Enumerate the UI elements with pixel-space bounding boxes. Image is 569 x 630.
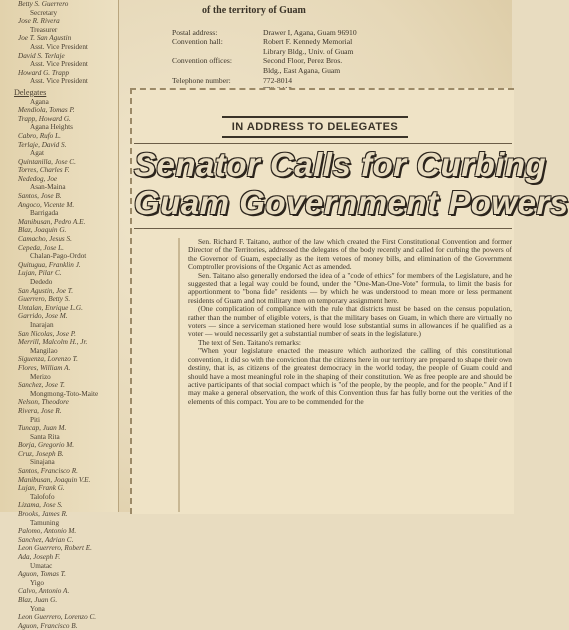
delegate-name: Blaz, Juan G. [18,595,58,604]
article-paragraph: The text of Sen. Taitano's remarks: [198,337,301,347]
delegate-name: Mendiola, Tomas P. [18,106,75,115]
district-name: Santa Rita [30,432,60,441]
letterhead-row [172,28,472,38]
officer-name: Jose R. Rivera [18,17,60,26]
delegate-name: Sanchez, Adrian C. [18,535,74,544]
delegate-name: Lujan, Frank G. [18,484,65,493]
officer-role: Treasurer [30,25,58,34]
district-name: Sinajana [30,458,55,467]
letterhead-value: Library Bldg., Univ. of Guam [263,46,354,56]
delegate-name: Merrill, Malcolm H., Jr. [18,338,88,347]
district-name: Tamuning [30,518,60,527]
delegate-name: Manibusan, Pedro A.E. [18,217,86,226]
headline-line-2: Guam Government Powers [134,184,569,221]
letterhead-label [172,66,263,76]
letterhead-value: 772-8014 [263,75,293,85]
delegate-name: Trapp, Howard G. [18,114,71,123]
district-name: Merizo [30,372,51,381]
officer-name: Betty S. Guerrero [18,0,69,8]
delegate-name: Guerrero, Betty S. [18,295,71,304]
officer-name: David S. Terlaje [18,51,65,60]
district-name: Mongmong-Toto-Maite [30,389,99,398]
delegate-name: Rivera, Jose R. [18,406,62,415]
delegate-name: Lujan, Pilar C. [18,269,62,278]
delegate-name: Nelson, Theodore [18,398,69,407]
delegate-name: Santos, Francisco R. [18,467,78,476]
district-name: Barrigada [30,209,59,218]
delegate-roster [0,0,119,630]
delegate-name: Aguon, Francisco B. [18,621,78,630]
letterhead-title: of the territory of Guam [202,5,306,16]
officer-name: Howard G. Trapp [18,68,70,77]
delegate-name: Angoco, Vicente M. [18,200,75,209]
delegates-heading: Delegates [14,87,47,97]
district-name: Agana [30,97,49,106]
officer-name: Joe T. San Agustin [18,34,72,43]
district-name: Inarajan [30,320,54,329]
officer-role: Secretary [30,8,58,17]
headline-line-1: Senator Calls for Curbing [134,146,547,183]
delegate-name: Cepeda, Jose L. [18,243,64,252]
delegate-name: Quintanilla, Jose C. [18,157,76,166]
letterhead-label: Postal address: [172,27,218,37]
district-name: Yona [30,604,45,613]
delegate-name: Cruz, Joseph B. [18,449,64,458]
article-paragraph: Sen. Taitano also generally endorsed the idea of a "code of ethics" for members of the Legislature, and he suggested that a legal way could be found, under the "One-Man-One-Vote" formula, to limit the basis for apportionment to "bona fide" residents — by which he was understood to mean more or less permanent residents of Guam and not military men on temporary assignment here. [188,270,512,305]
delegate-name: Tuncap, Juan M. [18,424,67,433]
letterhead-row [172,66,472,76]
delegate-name: San Agustin, Joe T. [18,286,74,295]
article-body [188,238,512,406]
delegate-name: Untalan, Enrique L.G. [18,303,83,312]
district-name: Piti [30,415,40,424]
delegate-name: Leon Guerrero, Robert E. [18,544,92,553]
letterhead-rows [172,28,472,95]
article-paragraph: Sen. Richard F. Taitano, author of the law which created the First Constitutional Convention and former Director of the Territories, addressed the delegates of the body recently and called for curbing the powers of the Governor of Guam, especially as the item vetoes of money bills, and elimination of the Government Comptroller provisions of the Organic Act as amended. [188,237,512,272]
district-name: Dededo [30,278,53,286]
letterhead-label: Convention hall: [172,37,223,47]
letterhead-value: Drawer I, Agana, Guam 96910 [263,27,357,37]
district-name: Agat [30,149,44,158]
letterhead-value: Bldg., East Agana, Guam [263,65,341,75]
letterhead-label: Telephone number: [172,75,231,85]
letterhead-label: Convention offices: [172,56,232,66]
district-name: Mangilao [30,346,58,355]
letterhead-row [172,76,472,86]
delegate-name: Calvo, Antonio A. [18,587,70,596]
district-name: Agana Heights [30,123,73,132]
delegate-name: Borja, Gregorio M. [18,441,75,450]
letterhead-row [172,47,472,57]
delegate-name: Santos, Jose B. [18,192,62,201]
letterhead-value: Robert F. Kennedy Memorial [263,37,353,47]
district-name: Asan-Maina [30,183,66,192]
officer-role: Asst. Vice President [30,77,88,86]
letterhead [172,0,472,95]
delegate-name: Brooks, James R. [18,510,68,519]
letterhead-value: Second Floor, Perez Bros. [263,56,343,66]
article-paragraph: "When your legislature enacted the measure which authorized the calling of this constitutional convention, it did so with the conviction that the citizens here in our territory are prepared to shape their own destiny, that is, as citizens of the greatest democracy in the world today, the people of Guam could and should have a most meaningful role in the shaping of their constitution. We as free people are and should be active participants of that social compact which is "of the people, by the people, and for the people." And if I may make a general observation, the work of this Convention thus far has fully borne out the verities of the elements of this compact. You are to be commended for the [188,346,512,406]
delegate-name: Sanchez, Jose T. [18,381,65,390]
district-name: Talofofo [30,492,55,501]
article-headline [134,146,569,222]
delegate-name: Ada, Joseph F. [18,553,61,561]
delegate-name: Camacho, Jesus S. [18,235,72,244]
delegate-name: Aguon, Tomas T. [18,570,66,579]
delegate-name: Garrido, Jose M. [18,312,68,321]
district-name: Umatac [30,561,53,570]
officer-role: Asst. Vice President [30,42,88,51]
district-name: Chalan-Pago-Ordot [30,252,87,261]
letterhead-row [172,56,472,66]
delegate-name: Leon Guerrero, Lorenzo C. [18,613,97,622]
delegate-name: Nededog, Joe [18,174,58,183]
article-kicker: IN ADDRESS TO DELEGATES [222,116,408,138]
delegate-name: Quitugua, Franklin J. [18,260,81,269]
delegate-name: Siguenza, Lorenzo T. [18,355,78,364]
letterhead-label [172,47,263,57]
district-name: Yigo [30,578,44,587]
headline-rule [134,143,512,144]
letterhead-row [172,37,472,47]
column-rule [178,238,180,512]
headline-rule-bottom [134,228,512,229]
delegate-name: Palomo, Antonio M. [18,527,77,536]
delegate-name: Lizama, Jose S. [18,501,63,510]
delegate-name: Terlaje, David S. [18,140,67,149]
delegate-name: San Nicolas, Jose P. [18,329,76,338]
officer-role: Asst. Vice President [30,60,88,69]
article-paragraph: (One complication of compliance with the rule that districts must be based on the census population, rather than the number of eligible voters, is that the military bases on Guam, in which there are virtually no voters — since a serviceman stationed here would lose substantial sums in allowances if he qualified as a voter — would necessarily get a substantial number of seats in the legislature.) [188,304,512,339]
delegate-name: Manibusan, Joaquin V.E. [18,475,91,484]
delegate-name: Torres, Charles F. [18,166,70,175]
delegate-name: Flores, William A. [18,363,71,372]
delegate-name: Cabro, Rufo L. [18,131,61,140]
delegate-name: Blaz, Joaquin G. [18,226,67,235]
